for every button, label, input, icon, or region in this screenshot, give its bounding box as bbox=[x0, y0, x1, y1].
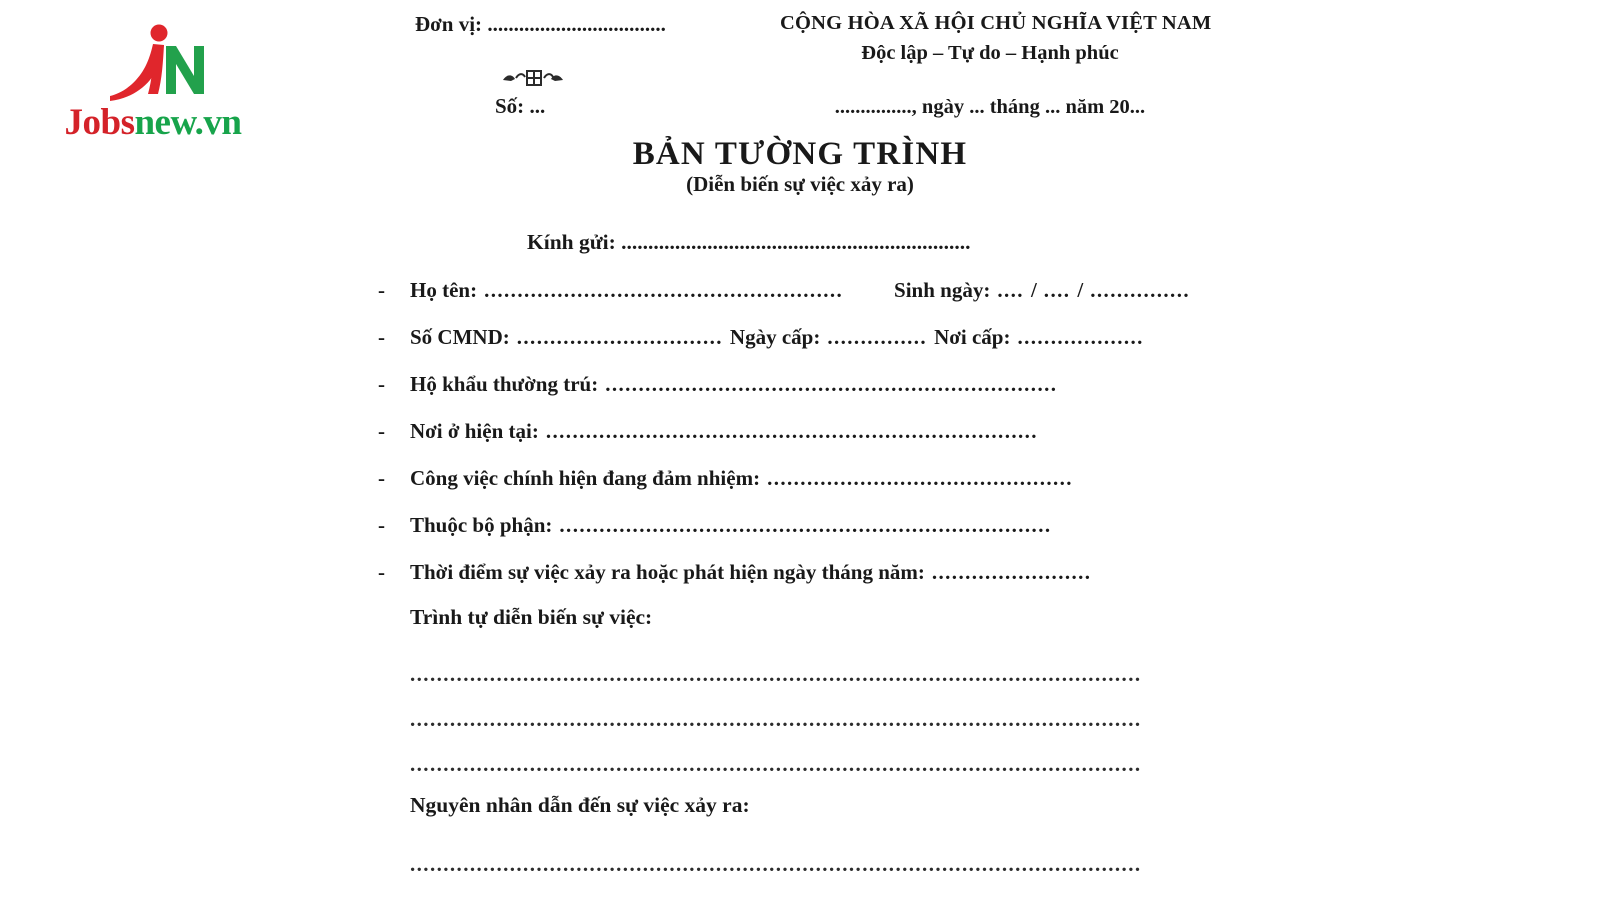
place-date-line: ..............., ngày ... tháng ... năm 20... bbox=[834, 96, 1146, 118]
field-dotted-blank[interactable]: ............................... bbox=[516, 325, 723, 349]
field-bullet: - bbox=[378, 560, 385, 584]
answer-dotted-line[interactable]: .............................................................................................................. bbox=[410, 662, 1142, 686]
recipient-field bbox=[527, 230, 971, 255]
logo-word-green: new.vn bbox=[134, 102, 242, 143]
field-label: / bbox=[1030, 278, 1037, 302]
field-dotted-blank[interactable]: ........................ bbox=[931, 560, 1092, 584]
field-bullet: - bbox=[378, 278, 385, 302]
field-dotted-blank[interactable]: .................................................................... bbox=[605, 372, 1058, 396]
so-label: Số: bbox=[495, 94, 525, 118]
recipient-label: Kính gửi: bbox=[527, 230, 616, 254]
field-bullet: - bbox=[378, 419, 385, 443]
field-row bbox=[378, 278, 1190, 310]
field-label: Hộ khẩu thường trú: bbox=[410, 372, 599, 396]
national-heading: CỘNG HÒA XÃ HỘI CHỦ NGHĨA VIỆT NAM bbox=[780, 12, 1212, 34]
field-row bbox=[378, 513, 1190, 545]
field-dotted-blank[interactable]: .......................................................................... bbox=[545, 419, 1038, 443]
ornament-icon bbox=[500, 66, 566, 90]
so-dots: ... bbox=[529, 94, 546, 118]
section-heading: Nguyên nhân dẫn đến sự việc xảy ra: bbox=[410, 793, 750, 817]
field-row bbox=[378, 419, 1190, 451]
field-label: Số CMND: bbox=[410, 325, 510, 349]
field-label: Sinh ngày: bbox=[894, 278, 991, 302]
field-dotted-blank[interactable]: ............... bbox=[827, 325, 928, 349]
logo-word-red: Jobs bbox=[64, 102, 135, 143]
logo-wordmark bbox=[28, 104, 278, 141]
field-dotted-blank[interactable]: .... bbox=[997, 278, 1024, 302]
field-label: Thời điểm sự việc xảy ra hoặc phát hiện ngày tháng năm: bbox=[410, 560, 925, 584]
so-field bbox=[495, 94, 545, 119]
unit-label: Đơn vị: bbox=[415, 12, 483, 36]
field-dotted-blank[interactable]: ................... bbox=[1017, 325, 1144, 349]
answer-dotted-line[interactable]: .............................................................................................................. bbox=[410, 752, 1142, 776]
unit-field bbox=[415, 12, 666, 37]
field-bullet: - bbox=[378, 466, 385, 490]
field-row bbox=[378, 466, 1190, 498]
answer-dotted-line[interactable]: .............................................................................................................. bbox=[410, 852, 1142, 876]
field-row bbox=[378, 325, 1190, 357]
field-label: Ngày cấp: bbox=[729, 325, 821, 349]
section-heading: Trình tự diễn biến sự việc: bbox=[410, 605, 653, 629]
field-bullet: - bbox=[378, 325, 385, 349]
page-title: BẢN TƯỜNG TRÌNH bbox=[632, 136, 968, 172]
field-bullet: - bbox=[378, 513, 385, 537]
field-label: Họ tên: bbox=[410, 278, 478, 302]
field-row bbox=[378, 560, 1190, 592]
unit-dots: .................................. bbox=[487, 12, 666, 36]
field-dotted-blank[interactable]: ............... bbox=[1090, 278, 1190, 302]
field-dotted-blank[interactable]: .......................................................................... bbox=[559, 513, 1052, 537]
jn-monogram-icon bbox=[106, 24, 216, 102]
field-label: Công việc chính hiện đang đảm nhiệm: bbox=[410, 466, 761, 490]
field-bullet: - bbox=[378, 372, 385, 396]
field-label: Nơi cấp: bbox=[934, 325, 1011, 349]
field-label: Nơi ở hiện tại: bbox=[410, 419, 539, 443]
national-motto: Độc lập – Tự do – Hạnh phúc bbox=[861, 42, 1119, 64]
recipient-dots: ................................................................. bbox=[621, 230, 971, 254]
page-subtitle: (Diễn biến sự việc xảy ra) bbox=[686, 172, 914, 196]
field-label: / bbox=[1077, 278, 1084, 302]
jobsnew-logo bbox=[28, 24, 278, 150]
answer-dotted-line[interactable]: .............................................................................................................. bbox=[410, 707, 1142, 731]
field-dotted-blank[interactable]: ...................................................... bbox=[484, 278, 844, 302]
field-row bbox=[378, 372, 1190, 404]
field-label: Thuộc bộ phận: bbox=[410, 513, 553, 537]
field-dotted-blank[interactable]: .............................................. bbox=[767, 466, 1073, 490]
field-dotted-blank[interactable]: .... bbox=[1043, 278, 1071, 302]
